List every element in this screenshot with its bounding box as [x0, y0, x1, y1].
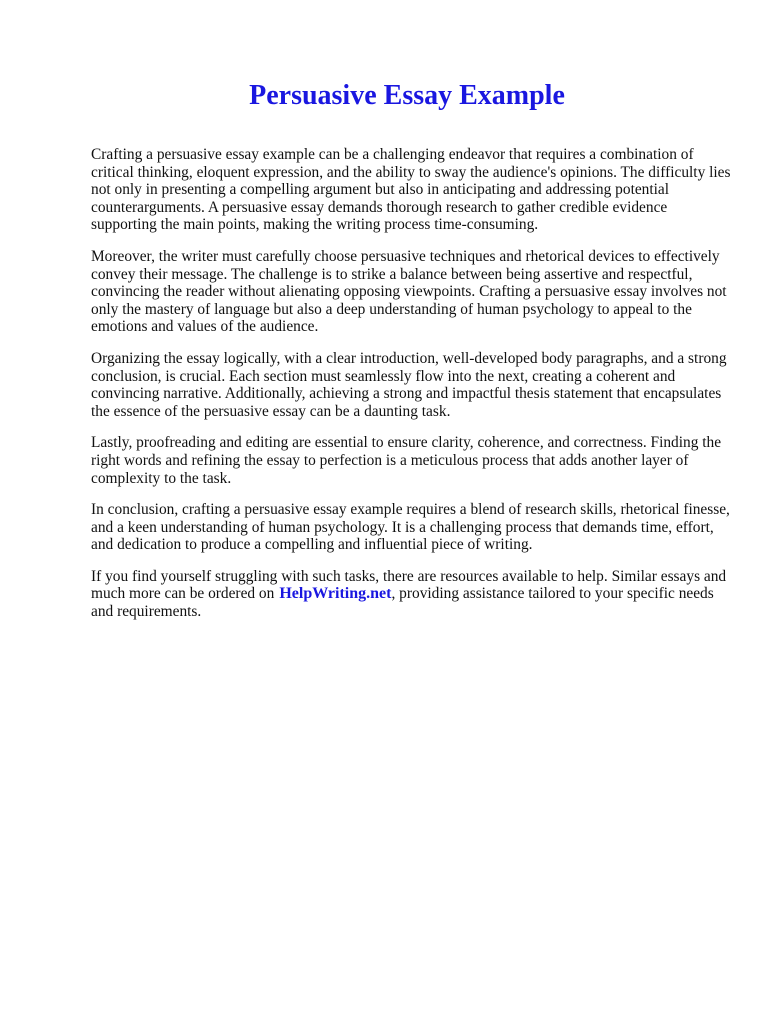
document-title: Persuasive Essay Example	[249, 80, 565, 111]
paragraph-2: Moreover, the writer must carefully choose persuasive techniques and rhetorical devices to effectively convey their message. The challenge is to strike a balance between being assertive and respectful, convincing the reader without alienating opposing viewpoints. Crafting a persuasive essay involves not only the mastery of language but also a deep understanding of human psychology to appeal to the emotions and values of the audience.	[91, 247, 727, 336]
paragraph-1: Crafting a persuasive essay example can be a challenging endeavor that requires a combination of critical thinking, eloquent expression, and the ability to sway the audience's opinions. The difficulty lies not only in presenting a compelling argument but also in anticipating and addressing potential counterarguments. A persuasive essay demands thorough research to gather credible evidence supporting the main points, making the writing process time-consuming.	[91, 146, 731, 234]
helpwriting-link[interactable]: HelpWriting.net	[279, 585, 392, 603]
document-body	[91, 146, 731, 635]
paragraph-3: Organizing the essay logically, with a clear introduction, well-developed body paragraphs, and a strong conclusion, is crucial. Each section must seamlessly flow into the next, creating a coherent and convincing narrative. Additionally, achieving a strong and impactful thesis statement that encapsulates the essence of the persuasive essay can be a daunting task.	[91, 349, 727, 420]
paragraph-6	[91, 568, 731, 621]
paragraph-6-text-after-link: , providing assistance tailored to your specific needs and requirements.	[91, 585, 714, 621]
paragraph-4: Lastly, proofreading and editing are essential to ensure clarity, coherence, and correctness. Finding the right words and refining the essay to perfection is a meticulous process that adds another layer of complexity to the task.	[91, 434, 722, 487]
paragraph-5: In conclusion, crafting a persuasive essay example requires a blend of research skills, rhetorical finesse, and a keen understanding of human psychology. It is a challenging process that demands time, effort, and dedication to produce a compelling and influential piece of writing.	[91, 501, 730, 554]
paragraph-6-text-before-link: If you find yourself struggling with such tasks, there are resources available to help. Similar essays and much more can be ordered on	[91, 567, 727, 603]
